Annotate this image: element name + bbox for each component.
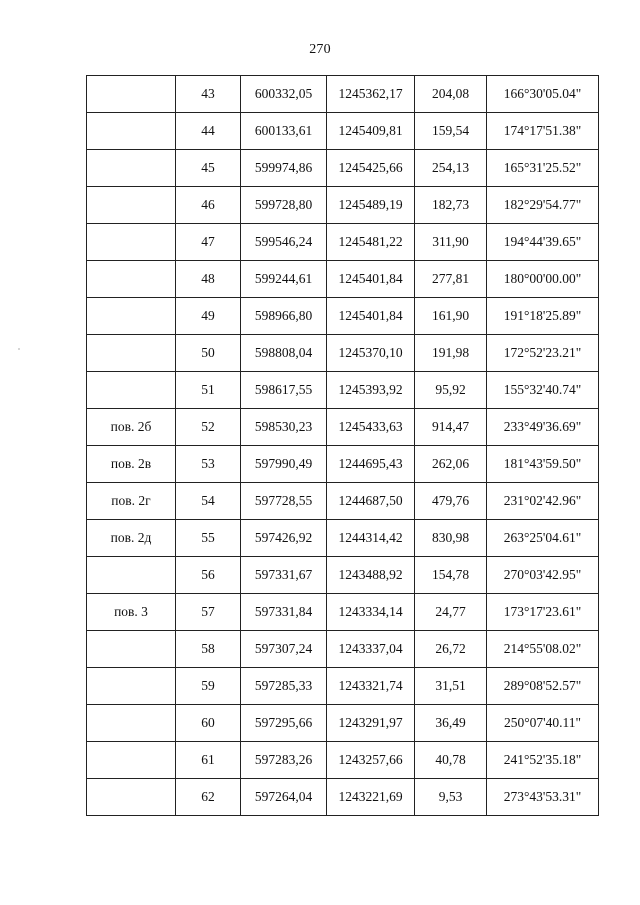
point-number-cell: 62 <box>176 779 241 816</box>
y-coordinate-cell: 1245362,17 <box>327 76 415 113</box>
x-coordinate-cell: 599728,80 <box>241 187 327 224</box>
point-number-cell: 53 <box>176 446 241 483</box>
y-coordinate-cell: 1243257,66 <box>327 742 415 779</box>
table-row <box>87 779 599 816</box>
table-row <box>87 372 599 409</box>
table-row <box>87 631 599 668</box>
turn-label-cell: пов. 2д <box>87 520 176 557</box>
angle-cell: 173°17'23.61" <box>487 594 599 631</box>
page-number: 270 <box>309 42 331 57</box>
length-cell: 914,47 <box>415 409 487 446</box>
length-cell: 204,08 <box>415 76 487 113</box>
length-cell: 191,98 <box>415 335 487 372</box>
length-cell: 24,77 <box>415 594 487 631</box>
y-coordinate-cell: 1243321,74 <box>327 668 415 705</box>
x-coordinate-cell: 597285,33 <box>241 668 327 705</box>
length-cell: 479,76 <box>415 483 487 520</box>
point-number-cell: 57 <box>176 594 241 631</box>
angle-cell: 191°18'25.89" <box>487 298 599 335</box>
length-cell: 182,73 <box>415 187 487 224</box>
turn-label-cell <box>87 261 176 298</box>
coordinates-table-body <box>87 76 599 816</box>
turn-label-cell <box>87 557 176 594</box>
table-row <box>87 705 599 742</box>
x-coordinate-cell: 597331,67 <box>241 557 327 594</box>
angle-cell: 172°52'23.21" <box>487 335 599 372</box>
table-row <box>87 113 599 150</box>
point-number-cell: 45 <box>176 150 241 187</box>
angle-cell: 180°00'00.00" <box>487 261 599 298</box>
length-cell: 254,13 <box>415 150 487 187</box>
angle-cell: 273°43'53.31" <box>487 779 599 816</box>
turn-label-cell <box>87 779 176 816</box>
y-coordinate-cell: 1243291,97 <box>327 705 415 742</box>
angle-cell: 241°52'35.18" <box>487 742 599 779</box>
length-cell: 262,06 <box>415 446 487 483</box>
point-number-cell: 47 <box>176 224 241 261</box>
length-cell: 161,90 <box>415 298 487 335</box>
turn-label-cell <box>87 113 176 150</box>
table-row <box>87 298 599 335</box>
y-coordinate-cell: 1243337,04 <box>327 631 415 668</box>
point-number-cell: 58 <box>176 631 241 668</box>
length-cell: 159,54 <box>415 113 487 150</box>
angle-cell: 263°25'04.61" <box>487 520 599 557</box>
table-row <box>87 742 599 779</box>
y-coordinate-cell: 1243334,14 <box>327 594 415 631</box>
length-cell: 277,81 <box>415 261 487 298</box>
x-coordinate-cell: 597283,26 <box>241 742 327 779</box>
x-coordinate-cell: 597264,04 <box>241 779 327 816</box>
angle-cell: 231°02'42.96" <box>487 483 599 520</box>
y-coordinate-cell: 1244687,50 <box>327 483 415 520</box>
y-coordinate-cell: 1245481,22 <box>327 224 415 261</box>
table-row <box>87 668 599 705</box>
table-row <box>87 520 599 557</box>
turn-label-cell <box>87 335 176 372</box>
point-number-cell: 50 <box>176 335 241 372</box>
angle-cell: 250°07'40.11" <box>487 705 599 742</box>
y-coordinate-cell: 1245425,66 <box>327 150 415 187</box>
point-number-cell: 60 <box>176 705 241 742</box>
x-coordinate-cell: 597990,49 <box>241 446 327 483</box>
turn-label-cell <box>87 150 176 187</box>
turn-label-cell <box>87 298 176 335</box>
y-coordinate-cell: 1244695,43 <box>327 446 415 483</box>
table-row <box>87 187 599 224</box>
y-coordinate-cell: 1245401,84 <box>327 261 415 298</box>
angle-cell: 174°17'51.38" <box>487 113 599 150</box>
angle-cell: 165°31'25.52" <box>487 150 599 187</box>
x-coordinate-cell: 597295,66 <box>241 705 327 742</box>
y-coordinate-cell: 1245433,63 <box>327 409 415 446</box>
point-number-cell: 51 <box>176 372 241 409</box>
turn-label-cell <box>87 705 176 742</box>
table-row <box>87 261 599 298</box>
x-coordinate-cell: 598617,55 <box>241 372 327 409</box>
point-number-cell: 49 <box>176 298 241 335</box>
x-coordinate-cell: 599546,24 <box>241 224 327 261</box>
angle-cell: 155°32'40.74" <box>487 372 599 409</box>
turn-label-cell <box>87 187 176 224</box>
y-coordinate-cell: 1245489,19 <box>327 187 415 224</box>
length-cell: 9,53 <box>415 779 487 816</box>
table-row <box>87 409 599 446</box>
point-number-cell: 46 <box>176 187 241 224</box>
x-coordinate-cell: 597307,24 <box>241 631 327 668</box>
turn-label-cell <box>87 372 176 409</box>
angle-cell: 182°29'54.77" <box>487 187 599 224</box>
point-number-cell: 55 <box>176 520 241 557</box>
length-cell: 311,90 <box>415 224 487 261</box>
angle-cell: 194°44'39.65" <box>487 224 599 261</box>
point-number-cell: 54 <box>176 483 241 520</box>
x-coordinate-cell: 598808,04 <box>241 335 327 372</box>
length-cell: 40,78 <box>415 742 487 779</box>
x-coordinate-cell: 597426,92 <box>241 520 327 557</box>
x-coordinate-cell: 600332,05 <box>241 76 327 113</box>
point-number-cell: 61 <box>176 742 241 779</box>
table-row <box>87 76 599 113</box>
table-row <box>87 150 599 187</box>
length-cell: 830,98 <box>415 520 487 557</box>
x-coordinate-cell: 597331,84 <box>241 594 327 631</box>
turn-label-cell <box>87 742 176 779</box>
y-coordinate-cell: 1244314,42 <box>327 520 415 557</box>
angle-cell: 214°55'08.02" <box>487 631 599 668</box>
x-coordinate-cell: 598966,80 <box>241 298 327 335</box>
turn-label-cell: пов. 2в <box>87 446 176 483</box>
point-number-cell: 44 <box>176 113 241 150</box>
table-row <box>87 594 599 631</box>
x-coordinate-cell: 600133,61 <box>241 113 327 150</box>
y-coordinate-cell: 1245393,92 <box>327 372 415 409</box>
point-number-cell: 59 <box>176 668 241 705</box>
x-coordinate-cell: 599244,61 <box>241 261 327 298</box>
turn-label-cell: пов. 2б <box>87 409 176 446</box>
y-coordinate-cell: 1245370,10 <box>327 335 415 372</box>
y-coordinate-cell: 1243488,92 <box>327 557 415 594</box>
length-cell: 95,92 <box>415 372 487 409</box>
point-number-cell: 43 <box>176 76 241 113</box>
table-row <box>87 335 599 372</box>
point-number-cell: 56 <box>176 557 241 594</box>
turn-label-cell: пов. 3 <box>87 594 176 631</box>
angle-cell: 181°43'59.50" <box>487 446 599 483</box>
turn-label-cell <box>87 668 176 705</box>
point-number-cell: 48 <box>176 261 241 298</box>
angle-cell: 270°03'42.95" <box>487 557 599 594</box>
table-row <box>87 446 599 483</box>
turn-label-cell <box>87 631 176 668</box>
length-cell: 31,51 <box>415 668 487 705</box>
table-row <box>87 483 599 520</box>
turn-label-cell: пов. 2г <box>87 483 176 520</box>
scan-speck <box>18 348 20 350</box>
y-coordinate-cell: 1243221,69 <box>327 779 415 816</box>
turn-label-cell <box>87 224 176 261</box>
x-coordinate-cell: 598530,23 <box>241 409 327 446</box>
point-number-cell: 52 <box>176 409 241 446</box>
x-coordinate-cell: 599974,86 <box>241 150 327 187</box>
turn-label-cell <box>87 76 176 113</box>
table-row <box>87 557 599 594</box>
angle-cell: 233°49'36.69" <box>487 409 599 446</box>
y-coordinate-cell: 1245401,84 <box>327 298 415 335</box>
angle-cell: 289°08'52.57" <box>487 668 599 705</box>
table-row <box>87 224 599 261</box>
y-coordinate-cell: 1245409,81 <box>327 113 415 150</box>
x-coordinate-cell: 597728,55 <box>241 483 327 520</box>
length-cell: 36,49 <box>415 705 487 742</box>
length-cell: 26,72 <box>415 631 487 668</box>
coordinates-table <box>86 75 599 816</box>
angle-cell: 166°30'05.04" <box>487 76 599 113</box>
length-cell: 154,78 <box>415 557 487 594</box>
